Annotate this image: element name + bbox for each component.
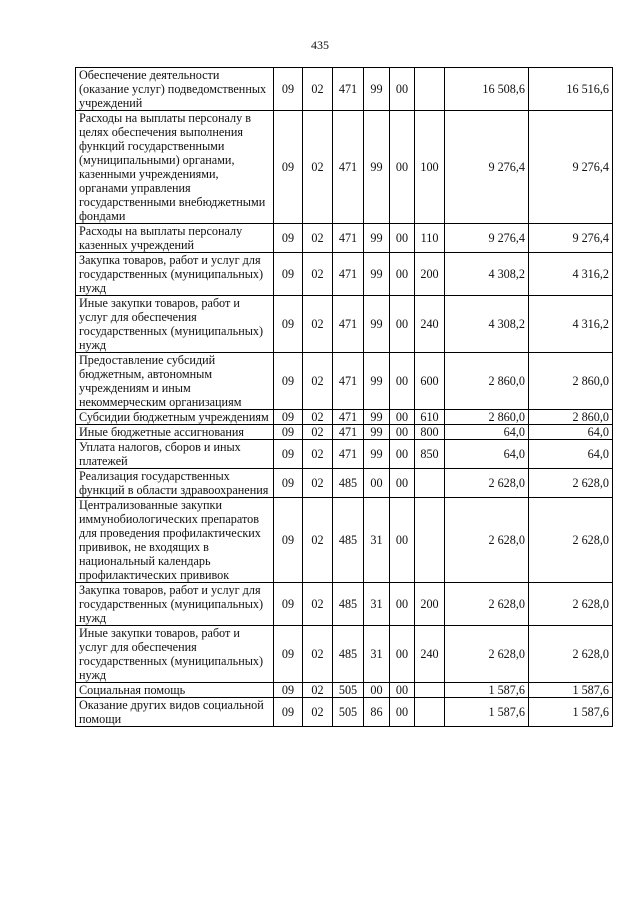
section-code: 09	[274, 440, 303, 469]
amount-year-1: 9 276,4	[445, 224, 529, 253]
table-row	[76, 498, 613, 583]
target-article-code-2: 99	[364, 410, 390, 425]
row-name: Расходы на выплаты персоналу казенных учреждений	[76, 224, 274, 253]
amount-year-2: 2 860,0	[529, 410, 613, 425]
amount-year-1: 2 628,0	[445, 626, 529, 683]
table-row	[76, 698, 613, 727]
target-article-code-3: 00	[390, 224, 415, 253]
table-row	[76, 469, 613, 498]
expense-type-code: 200	[415, 583, 445, 626]
section-code: 09	[274, 683, 303, 698]
target-article-code-1: 471	[333, 353, 364, 410]
amount-year-2: 16 516,6	[529, 68, 613, 111]
amount-year-1: 4 308,2	[445, 296, 529, 353]
amount-year-1: 2 860,0	[445, 353, 529, 410]
expense-type-code	[415, 68, 445, 111]
target-article-code-1: 471	[333, 253, 364, 296]
target-article-code-1: 471	[333, 410, 364, 425]
target-article-code-3: 00	[390, 425, 415, 440]
row-name: Иные закупки товаров, работ и услуг для обеспечения государственных (муниципальных) нужд	[76, 296, 274, 353]
target-article-code-3: 00	[390, 698, 415, 727]
section-code: 09	[274, 111, 303, 224]
subsection-code: 02	[303, 296, 333, 353]
target-article-code-2: 99	[364, 440, 390, 469]
expense-type-code	[415, 683, 445, 698]
section-code: 09	[274, 498, 303, 583]
target-article-code-2: 31	[364, 498, 390, 583]
row-name: Иные закупки товаров, работ и услуг для обеспечения государственных (муниципальных) нужд	[76, 626, 274, 683]
target-article-code-1: 485	[333, 626, 364, 683]
table-row	[76, 296, 613, 353]
subsection-code: 02	[303, 469, 333, 498]
target-article-code-1: 485	[333, 583, 364, 626]
section-code: 09	[274, 68, 303, 111]
amount-year-2: 9 276,4	[529, 224, 613, 253]
target-article-code-2: 99	[364, 296, 390, 353]
target-article-code-2: 99	[364, 224, 390, 253]
expense-type-code: 100	[415, 111, 445, 224]
subsection-code: 02	[303, 583, 333, 626]
subsection-code: 02	[303, 410, 333, 425]
table-row	[76, 440, 613, 469]
amount-year-2: 2 628,0	[529, 469, 613, 498]
target-article-code-3: 00	[390, 111, 415, 224]
subsection-code: 02	[303, 224, 333, 253]
table-row	[76, 425, 613, 440]
amount-year-1: 2 628,0	[445, 469, 529, 498]
amount-year-1: 4 308,2	[445, 253, 529, 296]
section-code: 09	[274, 353, 303, 410]
amount-year-2: 2 628,0	[529, 583, 613, 626]
target-article-code-3: 00	[390, 410, 415, 425]
amount-year-1: 1 587,6	[445, 683, 529, 698]
section-code: 09	[274, 469, 303, 498]
expense-type-code: 200	[415, 253, 445, 296]
expense-type-code: 110	[415, 224, 445, 253]
table-row	[76, 626, 613, 683]
expense-type-code	[415, 698, 445, 727]
section-code: 09	[274, 296, 303, 353]
row-name: Централизованные закупки иммунобиологических препаратов для проведения профилактических прививок, не входящих в национальный календарь профилактических прививок	[76, 498, 274, 583]
table-row	[76, 583, 613, 626]
subsection-code: 02	[303, 498, 333, 583]
subsection-code: 02	[303, 698, 333, 727]
target-article-code-1: 471	[333, 440, 364, 469]
table-row	[76, 410, 613, 425]
row-name: Реализация государственных функций в области здравоохранения	[76, 469, 274, 498]
amount-year-1: 9 276,4	[445, 111, 529, 224]
target-article-code-1: 471	[333, 296, 364, 353]
target-article-code-3: 00	[390, 683, 415, 698]
target-article-code-1: 505	[333, 698, 364, 727]
table-row	[76, 68, 613, 111]
table-row	[76, 224, 613, 253]
amount-year-2: 64,0	[529, 425, 613, 440]
target-article-code-3: 00	[390, 353, 415, 410]
expense-type-code: 240	[415, 626, 445, 683]
target-article-code-3: 00	[390, 626, 415, 683]
target-article-code-2: 86	[364, 698, 390, 727]
target-article-code-3: 00	[390, 498, 415, 583]
target-article-code-1: 505	[333, 683, 364, 698]
amount-year-2: 2 628,0	[529, 626, 613, 683]
section-code: 09	[274, 425, 303, 440]
target-article-code-3: 00	[390, 469, 415, 498]
section-code: 09	[274, 224, 303, 253]
amount-year-2: 9 276,4	[529, 111, 613, 224]
table-row	[76, 683, 613, 698]
amount-year-2: 2 860,0	[529, 353, 613, 410]
row-name: Предоставление субсидий бюджетным, автономным учреждениям и иным некоммерческим организациям	[76, 353, 274, 410]
subsection-code: 02	[303, 626, 333, 683]
amount-year-2: 4 316,2	[529, 296, 613, 353]
expense-type-code: 240	[415, 296, 445, 353]
subsection-code: 02	[303, 111, 333, 224]
subsection-code: 02	[303, 253, 333, 296]
row-name: Иные бюджетные ассигнования	[76, 425, 274, 440]
expense-type-code: 600	[415, 353, 445, 410]
section-code: 09	[274, 626, 303, 683]
amount-year-2: 4 316,2	[529, 253, 613, 296]
amount-year-1: 16 508,6	[445, 68, 529, 111]
expense-type-code: 850	[415, 440, 445, 469]
target-article-code-3: 00	[390, 583, 415, 626]
table-row	[76, 253, 613, 296]
row-name: Субсидии бюджетным учреждениям	[76, 410, 274, 425]
amount-year-2: 1 587,6	[529, 683, 613, 698]
section-code: 09	[274, 410, 303, 425]
expense-type-code	[415, 498, 445, 583]
row-name: Оказание других видов социальной помощи	[76, 698, 274, 727]
target-article-code-2: 99	[364, 68, 390, 111]
row-name: Социальная помощь	[76, 683, 274, 698]
amount-year-1: 64,0	[445, 440, 529, 469]
expense-type-code: 800	[415, 425, 445, 440]
target-article-code-2: 99	[364, 111, 390, 224]
table-row	[76, 111, 613, 224]
section-code: 09	[274, 698, 303, 727]
subsection-code: 02	[303, 440, 333, 469]
target-article-code-3: 00	[390, 296, 415, 353]
amount-year-2: 2 628,0	[529, 498, 613, 583]
expense-type-code: 610	[415, 410, 445, 425]
amount-year-1: 2 860,0	[445, 410, 529, 425]
target-article-code-1: 471	[333, 68, 364, 111]
expense-type-code	[415, 469, 445, 498]
section-code: 09	[274, 253, 303, 296]
subsection-code: 02	[303, 353, 333, 410]
target-article-code-1: 485	[333, 469, 364, 498]
subsection-code: 02	[303, 68, 333, 111]
target-article-code-2: 99	[364, 353, 390, 410]
amount-year-1: 64,0	[445, 425, 529, 440]
amount-year-1: 2 628,0	[445, 583, 529, 626]
table-row	[76, 353, 613, 410]
page-number: 435	[311, 38, 329, 52]
target-article-code-1: 471	[333, 111, 364, 224]
amount-year-2: 64,0	[529, 440, 613, 469]
target-article-code-3: 00	[390, 440, 415, 469]
target-article-code-3: 00	[390, 253, 415, 296]
section-code: 09	[274, 583, 303, 626]
row-name: Уплата налогов, сборов и иных платежей	[76, 440, 274, 469]
amount-year-1: 1 587,6	[445, 698, 529, 727]
target-article-code-1: 485	[333, 498, 364, 583]
amount-year-2: 1 587,6	[529, 698, 613, 727]
row-name: Закупка товаров, работ и услуг для государственных (муниципальных) нужд	[76, 583, 274, 626]
target-article-code-3: 00	[390, 68, 415, 111]
target-article-code-2: 31	[364, 583, 390, 626]
target-article-code-2: 31	[364, 626, 390, 683]
budget-table-body	[76, 68, 613, 727]
budget-table	[75, 67, 613, 727]
target-article-code-2: 00	[364, 683, 390, 698]
amount-year-1: 2 628,0	[445, 498, 529, 583]
target-article-code-2: 00	[364, 469, 390, 498]
subsection-code: 02	[303, 683, 333, 698]
subsection-code: 02	[303, 425, 333, 440]
row-name: Расходы на выплаты персоналу в целях обеспечения выполнения функций государственными (муниципальными) органами, казенными учреждениями, органами управления государственными внебюджетными фондами	[76, 111, 274, 224]
target-article-code-2: 99	[364, 425, 390, 440]
target-article-code-1: 471	[333, 425, 364, 440]
row-name: Закупка товаров, работ и услуг для государственных (муниципальных) нужд	[76, 253, 274, 296]
row-name: Обеспечение деятельности (оказание услуг) подведомственных учреждений	[76, 68, 274, 111]
target-article-code-2: 99	[364, 253, 390, 296]
target-article-code-1: 471	[333, 224, 364, 253]
